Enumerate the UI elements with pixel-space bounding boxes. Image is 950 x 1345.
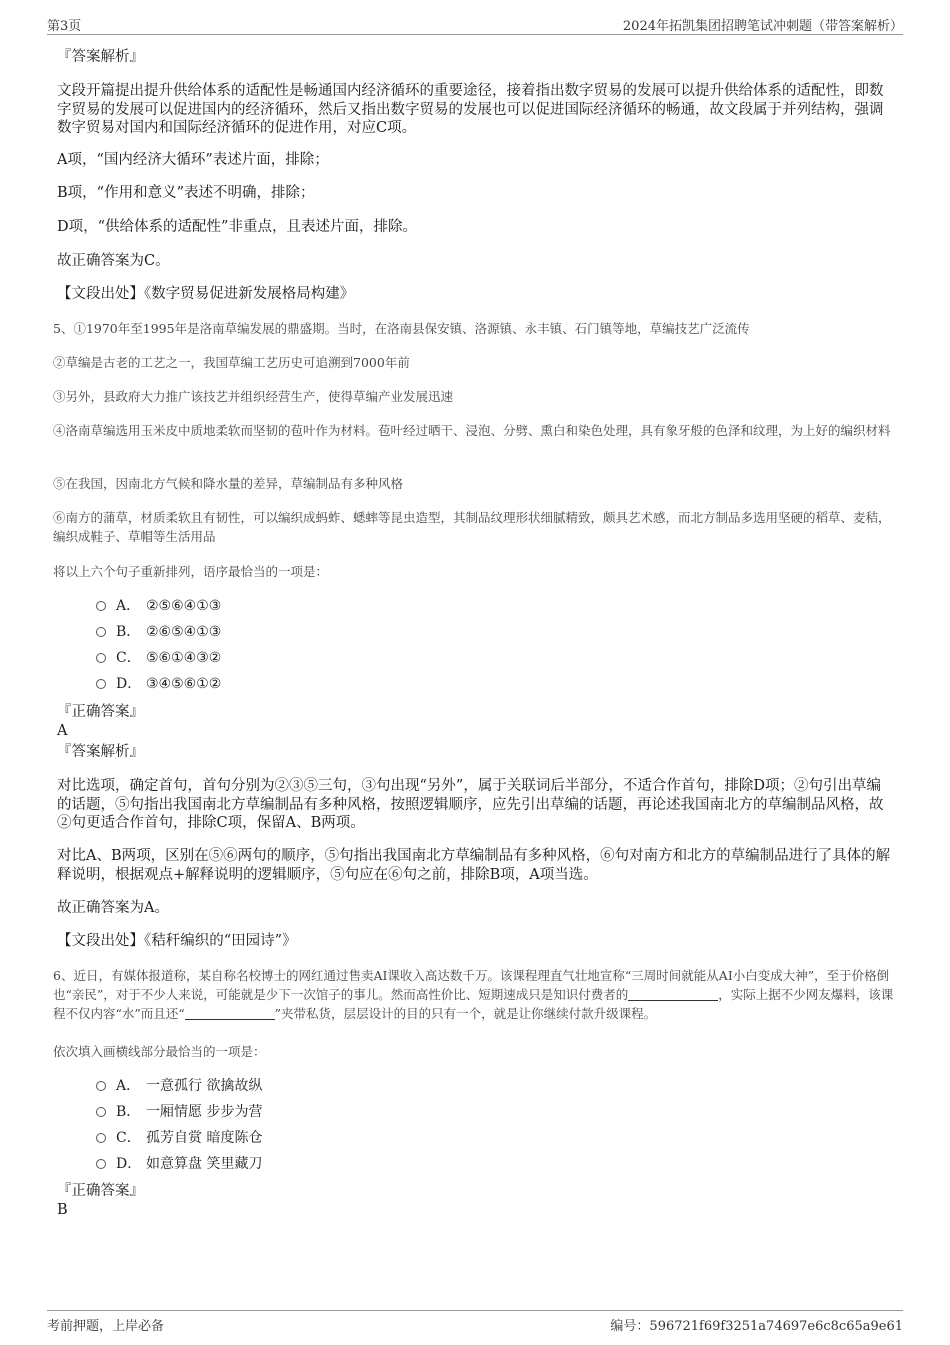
q6-answer-title: 『正确答案』 bbox=[57, 1183, 144, 1199]
fill-blank-2 bbox=[185, 1007, 275, 1020]
fill-blank-1 bbox=[628, 988, 718, 1001]
page-header bbox=[47, 14, 903, 35]
footer-slogan: 考前押题，上岸必备 bbox=[47, 1319, 165, 1334]
q6-stem: 6、近日，有媒体报道称，某自称名校博士的网红通过售卖AI课收入高达数千万。该课程理直气壮地宣称“三周时间就能从AI小白变成大神”，至于价格倒也“亲民”，对于不少人来说，可能就是少下一次馆子的事儿。然而高性价比、短期速成只是知识付费者的 ，实际上据不少网友爆料，该课程不仅内容“水”而且还“ ”夹带私货，层层设计的目的只有一个，就是让你继续付款升级课程。 bbox=[53, 968, 894, 1021]
radio-icon[interactable] bbox=[96, 679, 106, 689]
radio-icon[interactable] bbox=[96, 1159, 106, 1169]
q5-option-b[interactable]: B． ②⑥⑤④①③ bbox=[96, 623, 221, 641]
q5-option-a[interactable]: A． ②⑤⑥④①③ bbox=[96, 597, 221, 615]
q4-analysis-paragraph-2: A项，“国内经济大循环”表述片面，排除； bbox=[57, 152, 329, 168]
radio-icon[interactable] bbox=[96, 1133, 106, 1143]
q5-option-d[interactable]: D． ③④⑤⑥①② bbox=[96, 675, 221, 693]
q5-source: 【文段出处】《秸秆编织的“田园诗”》 bbox=[57, 933, 297, 949]
q6-option-b[interactable]: B． 一厢情愿 步步为营 bbox=[96, 1103, 262, 1121]
q5-answer-title: 『正确答案』 bbox=[57, 704, 144, 720]
q4-analysis-paragraph-4: D项，“供给体系的适配性”非重点，且表述片面，排除。 bbox=[57, 219, 417, 235]
q4-source: 【文段出处】《数字贸易促进新发展格局构建》 bbox=[57, 286, 355, 302]
q6-option-a[interactable]: A． 一意孤行 欲擒故纵 bbox=[96, 1077, 262, 1095]
q5-sentence-2: ②草编是古老的工艺之一，我国草编工艺历史可追溯到7000年前 bbox=[53, 355, 410, 370]
document-title: 2024年拓凯集团招聘笔试冲刺题（带答案解析） bbox=[622, 19, 903, 34]
page-number: 第3页 bbox=[47, 19, 82, 34]
q5-analysis-conclusion: 故正确答案为A。 bbox=[57, 900, 169, 916]
q5-analysis-paragraph-1: 对比选项，确定首句，首句分别为②③⑤三句，③句出现“另外”，属于关联词后半部分，不适合作首句，排除D项；②句引出草编的话题，⑤句指出我国南北方草编制品有多种风格，按照逻辑顺序，应先引出草编的话题，再论述我国南北方的草编制品风格，故②句更适合作首句，排除C项，保留A、B两项。 bbox=[57, 778, 884, 831]
q5-analysis-paragraph-2: 对比A、B两项，区别在⑤⑥两句的顺序，⑤句指出我国南北方草编制品有多种风格，⑥句对南方和北方的草编制品进行了具体的解释说明，根据观点+解释说明的逻辑顺序，⑤句应在⑥句之前，排除B项，A项当选。 bbox=[57, 848, 891, 883]
q5-answer: A bbox=[57, 723, 68, 739]
q5-sentence-5: ⑤在我国，因南北方气候和降水量的差异，草编制品有多种风格 bbox=[53, 476, 404, 491]
q6-answer: B bbox=[57, 1202, 68, 1218]
q4-analysis-paragraph-3: B项，“作用和意义”表述不明确，排除； bbox=[57, 185, 315, 201]
radio-icon[interactable] bbox=[96, 1107, 106, 1117]
q5-sentence-3: ③另外，县政府大力推广该技艺并组织经营生产，使得草编产业发展迅速 bbox=[53, 389, 454, 404]
page-footer bbox=[47, 1310, 903, 1334]
q6-prompt: 依次填入画横线部分最恰当的一项是： bbox=[53, 1044, 266, 1059]
q4-analysis-title: 『答案解析』 bbox=[57, 49, 144, 65]
radio-icon[interactable] bbox=[96, 653, 106, 663]
q5-option-c[interactable]: C． ⑤⑥①④③② bbox=[96, 649, 221, 667]
q5-analysis-title: 『答案解析』 bbox=[57, 744, 144, 760]
q6-option-d[interactable]: D． 如意算盘 笑里藏刀 bbox=[96, 1155, 262, 1173]
q5-sentence-6: ⑥南方的蒲草，材质柔软且有韧性，可以编织成蚂蚱、蟋蟀等昆虫造型，其制品纹理形状细腻精致，颇具艺术感，而北方制品多选用坚硬的稻草、麦秸，编织成鞋子、草帽等生活用品 bbox=[53, 510, 891, 544]
q5-sentence-4: ④洛南草编选用玉米皮中质地柔软而坚韧的苞叶作为材料。苞叶经过晒干、浸泡、分劈、熏白和染色处理，具有象牙般的色泽和纹理，为上好的编织材料 bbox=[53, 423, 891, 438]
q6-option-c[interactable]: C． 孤芳自赏 暗度陈仓 bbox=[96, 1129, 262, 1147]
q5-sentence-1: 5、①1970年至1995年是洛南草编发展的鼎盛期。当时，在洛南县保安镇、洛源镇、永丰镇、石门镇等地，草编技艺广泛流传 bbox=[53, 321, 750, 336]
q5-prompt: 将以上六个句子重新排列，语序最恰当的一项是： bbox=[53, 564, 329, 579]
document-code: 编号：596721f69f3251a74697e6c8c65a9e61 bbox=[610, 1319, 903, 1334]
radio-icon[interactable] bbox=[96, 627, 106, 637]
q4-analysis-paragraph-1: 文段开篇提出提升供给体系的适配性是畅通国内经济循环的重要途径，接着指出数字贸易的发展可以提升供给体系的适配性，即数字贸易的发展可以促进国内的经济循环，然后又指出数字贸易的发展也可以促进国际经济循环的畅通，故文段属于并列结构，强调数字贸易对国内和国际经济循环的促进作用，对应C项。 bbox=[57, 83, 884, 136]
q4-analysis-conclusion: 故正确答案为C。 bbox=[57, 253, 170, 269]
radio-icon[interactable] bbox=[96, 601, 106, 611]
radio-icon[interactable] bbox=[96, 1081, 106, 1091]
